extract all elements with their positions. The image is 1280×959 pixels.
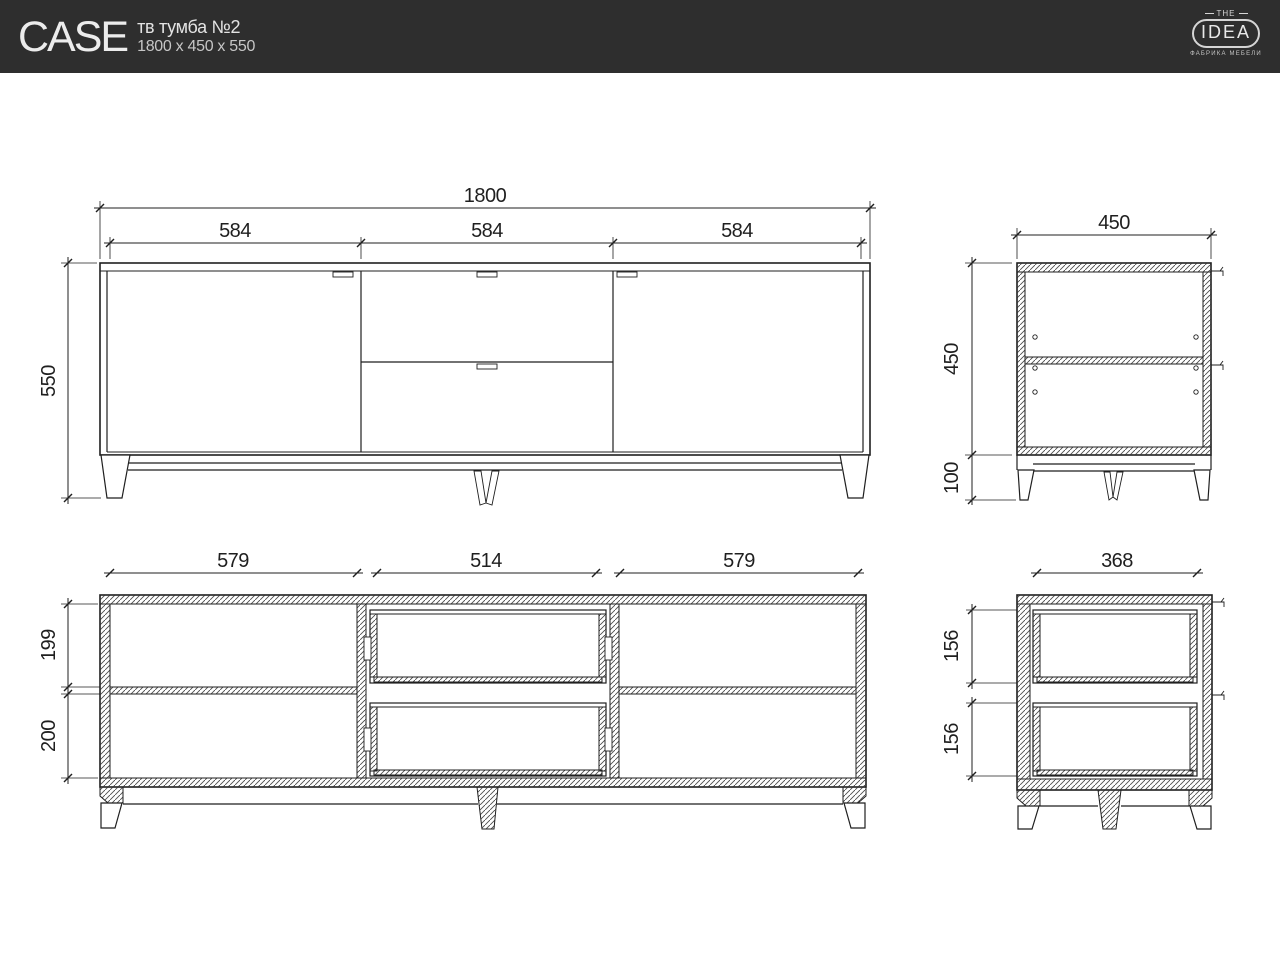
handle-bottom-drawer xyxy=(477,364,497,369)
header-bar xyxy=(0,0,1280,73)
drawer-slide xyxy=(605,637,612,660)
bottom-drawer-section xyxy=(1033,703,1197,776)
logo-tagline: ФАБРИКА МЕБЕЛИ xyxy=(1190,50,1262,57)
section-middle-leg xyxy=(477,787,498,829)
side-shelf xyxy=(1025,357,1203,364)
side-section-view xyxy=(941,550,1224,829)
side-section-middle-leg xyxy=(1098,790,1121,829)
hinge-mark-top xyxy=(1211,267,1223,276)
drawer-slide xyxy=(605,728,612,751)
drawer-slide xyxy=(364,728,371,751)
product-subtitle xyxy=(137,17,255,57)
section-left-leg xyxy=(101,803,122,828)
logo-name: IDEA xyxy=(1192,19,1260,48)
handle-left-door xyxy=(333,272,353,277)
dim-side-leg-height: 100 xyxy=(941,462,963,494)
logo-the-label: THE xyxy=(1216,9,1236,18)
drawer-slide xyxy=(364,637,371,660)
handle-right-door xyxy=(617,272,637,277)
divider-right xyxy=(610,604,619,778)
dim-side-section-lower: 156 xyxy=(941,723,963,755)
product-dimensions: 1800 x 450 x 550 xyxy=(137,38,256,56)
dim-side-section-depth: 368 xyxy=(1101,550,1133,572)
logo-dash-left xyxy=(1205,13,1214,14)
dim-side-section-upper: 156 xyxy=(941,630,963,662)
product-type: тв тумба №2 xyxy=(137,16,241,37)
dim-section-upper-height: 199 xyxy=(38,629,60,661)
shelf-left xyxy=(110,687,357,694)
front-section-view xyxy=(38,550,866,829)
product-name: CASE xyxy=(18,13,128,61)
logo-top-text xyxy=(1205,9,1248,18)
hinge-mark-middle xyxy=(1212,691,1224,700)
logo-dash-right xyxy=(1239,13,1248,14)
dim-front-door3: 584 xyxy=(721,220,753,242)
hinge-mark-top xyxy=(1212,598,1224,607)
brand-logo xyxy=(1190,9,1262,57)
side-section-left-leg xyxy=(1018,806,1039,829)
section-right-leg xyxy=(844,803,865,828)
top-drawer-section xyxy=(1033,610,1197,683)
front-view xyxy=(38,185,876,505)
dim-front-door2: 584 xyxy=(471,220,503,242)
dim-section-right-opening: 579 xyxy=(723,550,755,572)
hinge-mark-middle xyxy=(1211,361,1223,370)
dim-side-depth: 450 xyxy=(1098,212,1130,234)
side-right-leg xyxy=(1194,470,1210,500)
shelf-right xyxy=(619,687,856,694)
divider-left xyxy=(357,604,366,778)
dim-side-body-height: 450 xyxy=(941,343,963,375)
side-section-right-leg xyxy=(1190,806,1211,829)
dim-front-door1: 584 xyxy=(219,220,251,242)
front-right-leg xyxy=(840,455,869,498)
dim-front-total-width: 1800 xyxy=(463,185,507,207)
dim-section-middle-opening: 514 xyxy=(470,550,502,572)
front-left-leg xyxy=(101,455,130,498)
dim-front-height: 550 xyxy=(38,365,60,397)
cabinet-body xyxy=(100,263,870,455)
top-drawer-box xyxy=(370,610,606,683)
dim-section-lower-height: 200 xyxy=(38,720,60,752)
side-view xyxy=(941,212,1223,505)
side-left-leg xyxy=(1018,470,1034,500)
handle-top-drawer xyxy=(477,272,497,277)
bottom-drawer-box xyxy=(370,703,606,776)
dim-section-left-opening: 579 xyxy=(217,550,249,572)
side-middle-leg xyxy=(1104,472,1113,500)
front-middle-leg xyxy=(474,471,486,505)
